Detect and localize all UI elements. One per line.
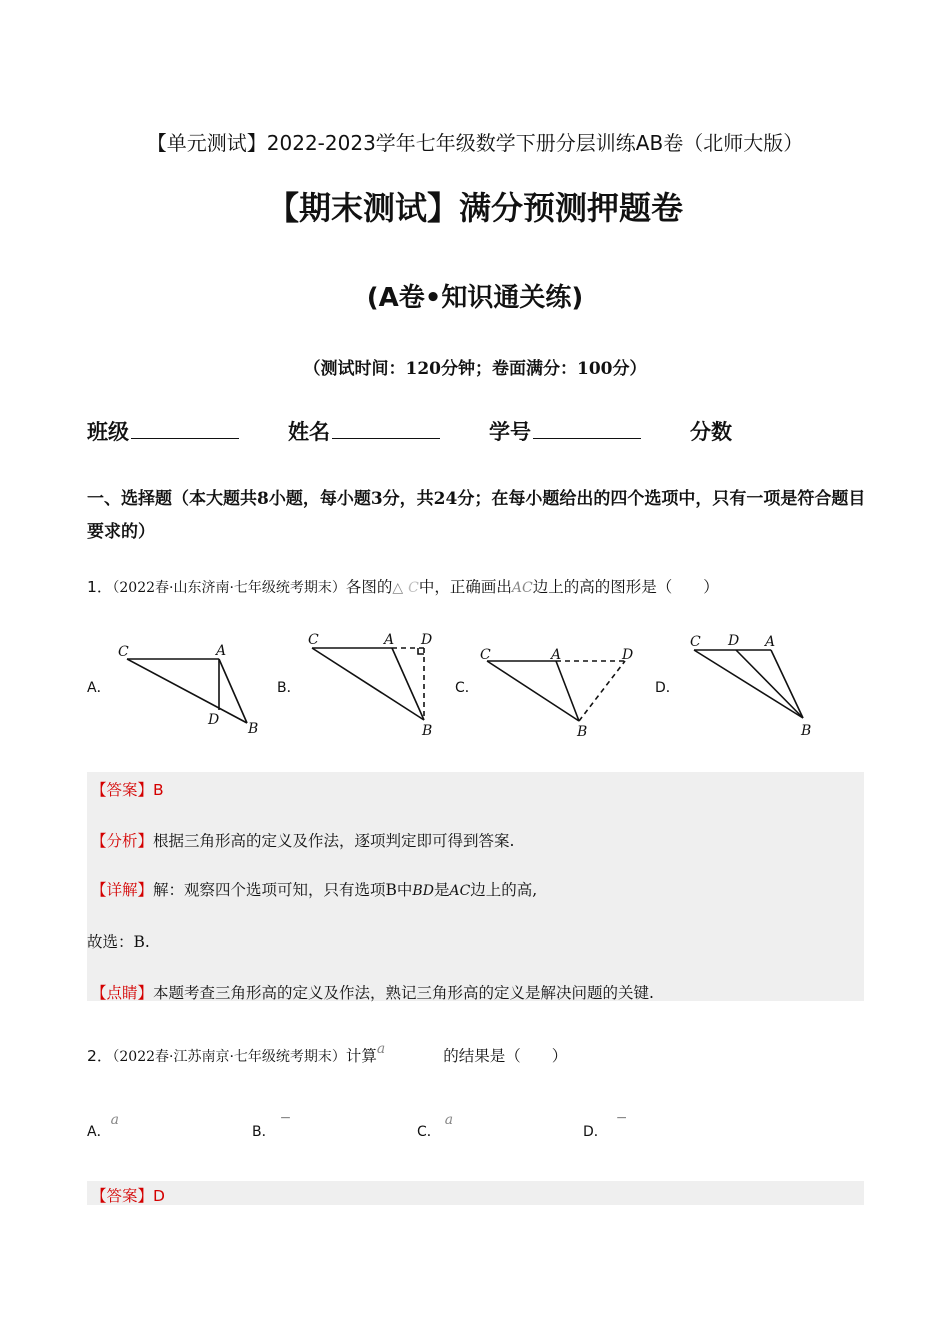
question-text: 边上的高的图形是（ ） bbox=[532, 578, 719, 596]
answer-tag: 【答案】 bbox=[91, 781, 154, 799]
class-label: 班级 bbox=[87, 419, 129, 444]
fig-c-label-a: A bbox=[551, 647, 562, 663]
fig-d-label-d: D bbox=[728, 633, 740, 649]
math-a: a bbox=[376, 1041, 386, 1057]
option-label: B． bbox=[252, 1124, 276, 1140]
figure-a bbox=[127, 659, 247, 723]
fig-a-label-b: B bbox=[248, 721, 259, 737]
analysis-line bbox=[91, 829, 514, 851]
analysis-text: 根据三角形高的定义及作法，逐项判定即可得到答案. bbox=[153, 832, 515, 850]
option-math: a bbox=[110, 1112, 119, 1128]
math-triangle: △ bbox=[392, 580, 404, 596]
option-math: − bbox=[615, 1110, 628, 1126]
fig-a-label-a: A bbox=[216, 643, 227, 659]
analysis-tag: 【分析】 bbox=[91, 832, 154, 850]
name-label: 姓名 bbox=[288, 419, 330, 444]
math-bd: BD bbox=[412, 883, 434, 899]
option-c-label: C． bbox=[455, 680, 479, 696]
q2-answer-box bbox=[87, 1181, 864, 1205]
fig-d-label-a: A bbox=[765, 634, 776, 650]
fig-b-label-c: C bbox=[308, 632, 319, 648]
section-heading: 一、选择题（本大题共8小题，每小题3分，共24分；在每小题给出的四个选项中，只有一项是符合题目要求的） bbox=[87, 489, 866, 542]
fig-d-label-b: B bbox=[801, 723, 812, 739]
fig-c-label-d: D bbox=[622, 647, 634, 663]
fig-c-label-c: C bbox=[480, 647, 491, 663]
question-text: 计算 bbox=[345, 1047, 377, 1065]
answer-value: B bbox=[153, 781, 164, 799]
fig-d-label-c: C bbox=[690, 634, 701, 650]
q2-option-b[interactable] bbox=[252, 1110, 292, 1141]
option-d-label: D． bbox=[655, 680, 680, 696]
q1-answer-box bbox=[87, 772, 864, 1001]
comment-line bbox=[91, 981, 654, 1003]
test-info: （测试时间：120分钟；卷面满分：100分） bbox=[303, 359, 647, 379]
option-b-label: B． bbox=[277, 680, 301, 696]
option-math: a bbox=[444, 1112, 454, 1128]
comment-tag: 【点睛】 bbox=[91, 984, 154, 1002]
page-subtitle: (A卷•知识通关练) bbox=[366, 283, 584, 313]
q2-option-c[interactable] bbox=[417, 1112, 454, 1141]
q2-option-a[interactable] bbox=[87, 1112, 119, 1141]
detail-tag: 【详解】 bbox=[91, 881, 154, 899]
question-text: 的结果是（ ） bbox=[443, 1047, 568, 1065]
detail-text: 解：观察四个选项可知，只有选项B中 bbox=[153, 881, 413, 899]
detail-line bbox=[91, 878, 537, 900]
question-2 bbox=[87, 1041, 568, 1066]
detail-text: 是 bbox=[433, 881, 450, 899]
question-number: 1． bbox=[87, 578, 113, 596]
question-text: 各图的 bbox=[345, 578, 393, 596]
fig-b-label-d: D bbox=[421, 632, 433, 648]
comment-text: 本题考查三角形高的定义及作法，熟记三角形高的定义是解决问题的关键. bbox=[153, 984, 654, 1002]
math-ac: AC bbox=[449, 883, 471, 899]
answer-line bbox=[91, 1184, 165, 1206]
series-header: 【单元测试】2022-2023学年七年级数学下册分层训练AB卷（北师大版） bbox=[146, 131, 804, 155]
question-source: （2022春·山东济南·七年级统考期末） bbox=[112, 580, 346, 596]
detail-text: 边上的高, bbox=[470, 881, 538, 899]
score-label: 分数 bbox=[690, 419, 732, 444]
question-text: 中，正确画出 bbox=[418, 578, 512, 596]
q2-option-d[interactable] bbox=[583, 1110, 628, 1141]
fig-b-label-b: B bbox=[422, 723, 433, 739]
figure-d bbox=[694, 650, 803, 718]
answer-value: D bbox=[153, 1187, 165, 1205]
conclusion-line: 故选：B. bbox=[87, 933, 150, 951]
fig-a-label-c: C bbox=[118, 644, 129, 660]
question-number: 2． bbox=[87, 1047, 113, 1065]
fig-b-label-a: A bbox=[384, 632, 395, 648]
math-c: C bbox=[408, 580, 419, 596]
figure-c bbox=[487, 661, 625, 721]
option-label: D． bbox=[583, 1124, 608, 1140]
page-title: 【期末测试】满分预测押题卷 bbox=[266, 189, 683, 227]
figure-b bbox=[312, 648, 424, 720]
fig-a-label-d: D bbox=[208, 712, 220, 728]
question-source: （2022春·江苏南京·七年级统考期末） bbox=[112, 1049, 346, 1065]
option-label: C． bbox=[417, 1124, 441, 1140]
option-label: A． bbox=[87, 1124, 111, 1140]
option-math: − bbox=[279, 1110, 292, 1126]
answer-line bbox=[91, 778, 164, 800]
fig-c-label-b: B bbox=[577, 724, 588, 740]
option-a-label: A． bbox=[87, 680, 111, 696]
answer-tag: 【答案】 bbox=[91, 1187, 154, 1205]
math-ac: AC bbox=[511, 580, 533, 596]
student-id-label: 学号 bbox=[489, 419, 531, 444]
